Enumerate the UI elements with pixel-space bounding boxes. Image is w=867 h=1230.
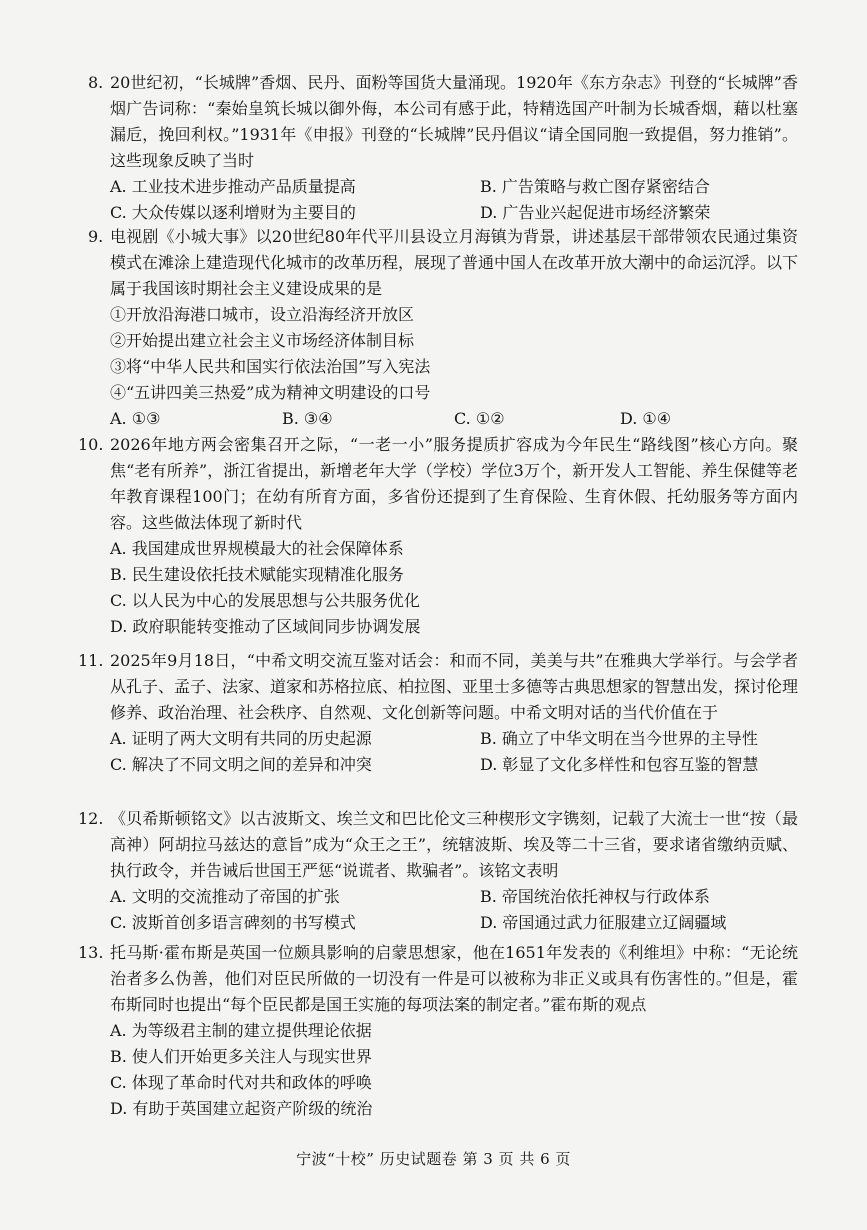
page-footer: 宁波“十校” 历史试题卷 第 3 页 共 6 页	[296, 1150, 571, 1168]
option-b: B. 帝国统治依托神权与行政体系	[480, 887, 710, 906]
statement-4: ④“五讲四美三热爱”成为精神文明建设的口号	[110, 383, 431, 402]
question-10	[0, 432, 867, 640]
statement-2: ②开始提出建立社会主义市场经济体制目标	[110, 331, 415, 350]
option-c: C. ①②	[454, 409, 505, 428]
option-d: D. 政府职能转变推动了区域间同步协调发展	[110, 617, 421, 636]
question-12	[0, 806, 867, 936]
question-stem: 《贝希斯顿铭文》以古波斯文、埃兰文和巴比伦文三种楔形文字镌刻，记载了大流士一世“按（最高神）阿胡拉马兹达的意旨”成为“众王之王”，统辖波斯、埃及等二十三省，要求诸省缴纳贡赋、执行政令，并告诫后世国王严惩“说谎者、欺骗者”。该铭文表明	[110, 809, 798, 880]
option-a: A. 文明的交流推动了帝国的扩张	[110, 887, 340, 906]
options	[110, 1018, 867, 1122]
option-a: A. ①③	[110, 409, 161, 428]
options	[110, 884, 867, 936]
option-a: A. 为等级君主制的建立提供理论依据	[110, 1021, 372, 1040]
option-b: B. 民生建设依托技术赋能实现精准化服务	[110, 565, 404, 584]
options	[110, 726, 867, 778]
question-11	[0, 648, 867, 778]
option-c: C. 以人民为中心的发展思想与公共服务优化	[110, 591, 420, 610]
option-b: B. ③④	[282, 409, 333, 428]
question-8	[0, 70, 867, 226]
question-number: 12.	[78, 809, 104, 828]
question-number: 11.	[78, 651, 104, 670]
options	[110, 406, 867, 432]
statement-1: ①开放沿海港口城市，设立沿海经济开放区	[110, 305, 415, 324]
option-a: A. 工业技术进步推动产品质量提高	[110, 177, 356, 196]
option-d: D. 有助于英国建立起资产阶级的统治	[110, 1099, 373, 1118]
option-a: A. 证明了两大文明有共同的历史起源	[110, 729, 372, 748]
option-a: A. 我国建成世界规模最大的社会保障体系	[110, 539, 404, 558]
options	[110, 174, 867, 226]
option-d: D. 帝国通过武力征服建立辽阔疆域	[480, 913, 727, 932]
option-b: B. 使人们开始更多关注人与现实世界	[110, 1047, 372, 1066]
question-number: 9.	[88, 227, 104, 246]
question-number: 10.	[78, 435, 104, 454]
option-c: C. 解决了不同文明之间的差异和冲突	[110, 755, 372, 774]
option-d: D. ①④	[620, 409, 672, 428]
statement-3: ③将“中华人民共和国实行依法治国”写入宪法	[110, 357, 431, 376]
question-stem: 20世纪初，“长城牌”香烟、民丹、面粉等国货大量涌现。1920年《东方杂志》刊登的“长城牌”香烟广告词称：“秦始皇筑长城以御外侮，本公司有感于此，特精选国产叶制为长城香烟，藉以杜塞漏卮，挽回利权。”1931年《申报》刊登的“长城牌”民丹倡议“请全国同胞一致提倡，努力推销”。这些现象反映了当时	[110, 73, 798, 170]
options	[110, 536, 867, 640]
option-d: D. 广告业兴起促进市场经济繁荣	[480, 203, 711, 222]
question-stem: 托马斯·霍布斯是英国一位颇具影响的启蒙思想家，他在1651年发表的《利维坦》中称：“无论统治者多么伪善，他们对臣民所做的一切没有一件是可以被称为非正义或具有伤害性的。”但是，霍布斯同时也提出“每个臣民都是国王实施的每项法案的制定者。”霍布斯的观点	[110, 943, 798, 1014]
question-stem: 2026年地方两会密集召开之际，“一老一小”服务提质扩容成为今年民生“路线图”核心方向。聚焦“老有所养”，浙江省提出，新增老年大学（学校）学位3万个，新开发人工智能、养生保健等老年教育课程100门；在幼有所育方面，多省份还提到了生育保险、生育休假、托幼服务等方面内容。这些做法体现了新时代	[110, 435, 798, 532]
question-13	[0, 940, 867, 1122]
question-9	[0, 224, 867, 432]
statement-list	[110, 302, 867, 406]
question-number: 13.	[78, 943, 104, 962]
option-d: D. 彰显了文化多样性和包容互鉴的智慧	[480, 755, 759, 774]
option-c: C. 体现了革命时代对共和政体的呼唤	[110, 1073, 372, 1092]
question-stem: 电视剧《小城大事》以20世纪80年代平川县设立月海镇为背景，讲述基层干部带领农民通过集资模式在滩涂上建造现代化城市的改革历程，展现了普通中国人在改革开放大潮中的命运沉浮。以下属于我国该时期社会主义建设成果的是	[110, 227, 799, 298]
option-b: B. 广告策略与救亡图存紧密结合	[480, 177, 710, 196]
option-c: C. 大众传媒以逐利增财为主要目的	[110, 203, 356, 222]
option-b: B. 确立了中华文明在当今世界的主导性	[480, 729, 758, 748]
question-stem: 2025年9月18日，“中希文明交流互鉴对话会：和而不同，美美与共”在雅典大学举行。与会学者从孔子、孟子、法家、道家和苏格拉底、柏拉图、亚里士多德等古典思想家的智慧出发，探讨伦理修养、政治治理、社会秩序、自然观、文化创新等问题。中希文明对话的当代价值在于	[110, 651, 799, 722]
option-c: C. 波斯首创多语言碑刻的书写模式	[110, 913, 356, 932]
question-number: 8.	[88, 73, 104, 92]
